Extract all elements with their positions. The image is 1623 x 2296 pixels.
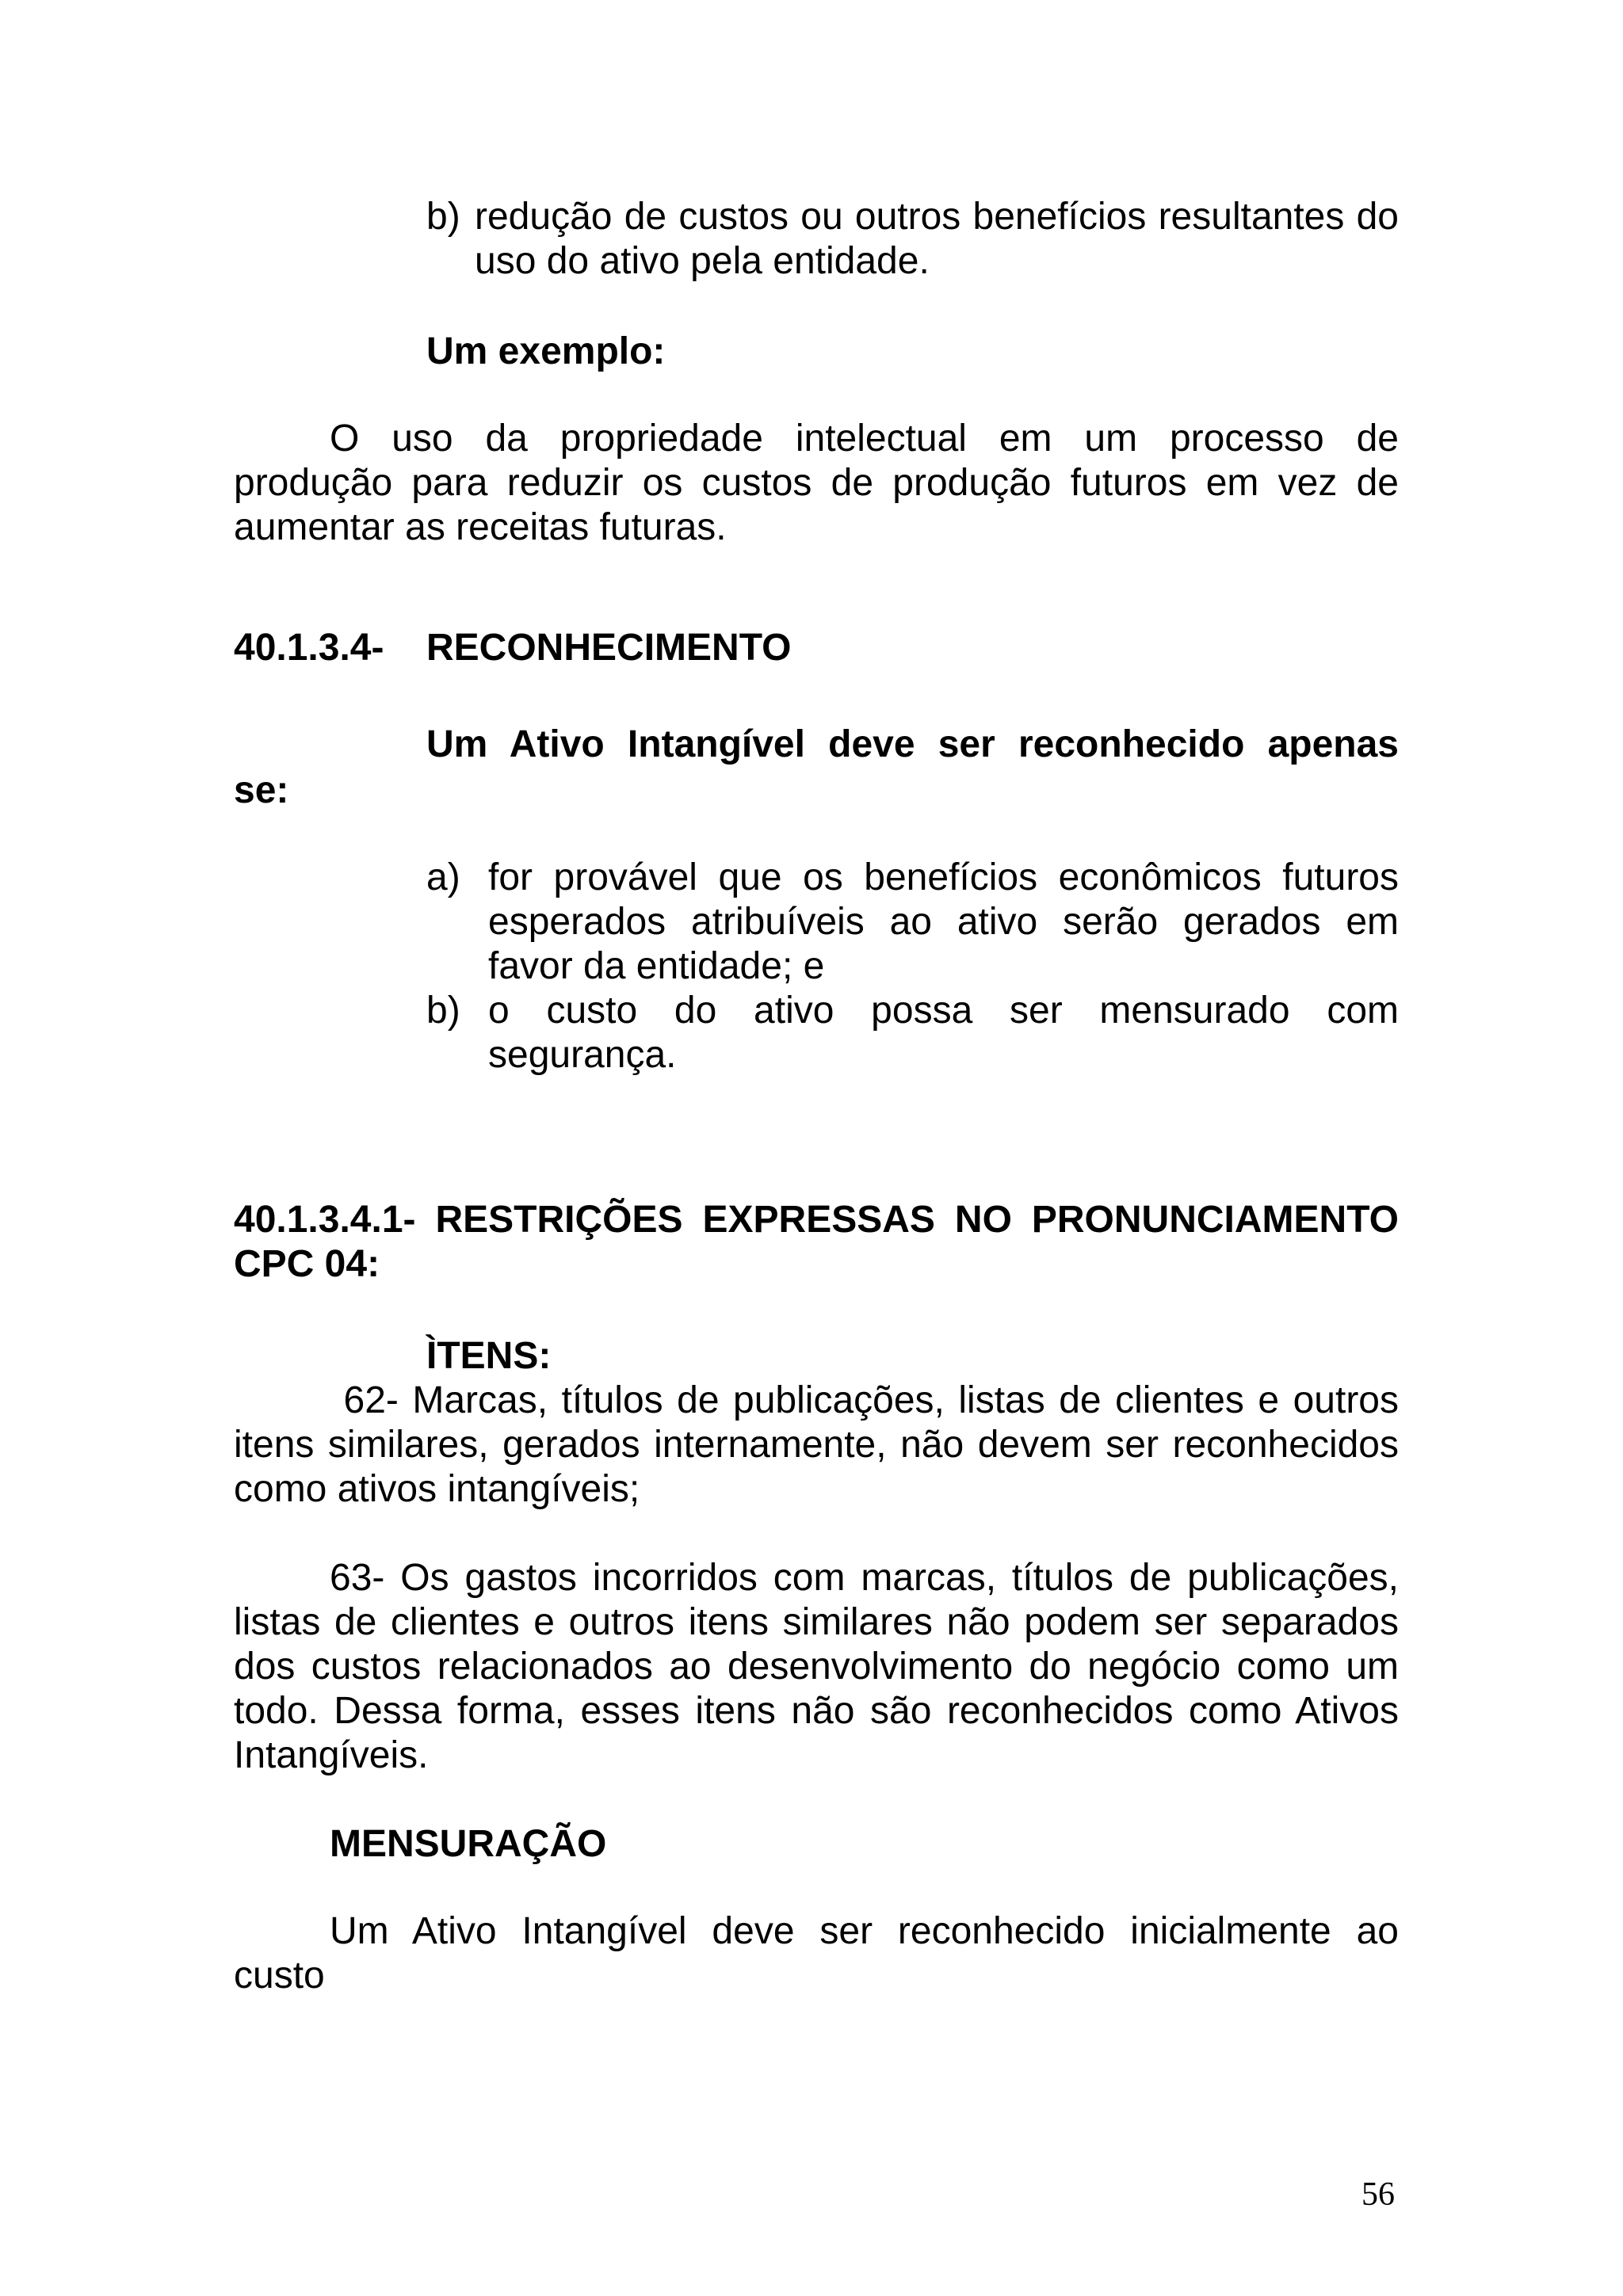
item-62-line: 62- Marcas, títulos de publicações, listas de clientes e outros bbox=[330, 1379, 1399, 1421]
example-paragraph-line: produção para reduzir os custos de produção futuros em vez de bbox=[234, 462, 1399, 504]
mensuracao-paragraph-line: Um Ativo Intangível deve ser reconhecido inicialmente ao bbox=[330, 1910, 1399, 1952]
item-62-line: como ativos intangíveis; bbox=[234, 1468, 640, 1510]
mensuracao-paragraph-line: custo bbox=[234, 1955, 325, 1997]
subsection-title-line: 40.1.3.4.1- RESTRIÇÕES EXPRESSAS NO PRONUNCIAMENTO bbox=[234, 1199, 1399, 1241]
list-marker-b: b) bbox=[426, 990, 460, 1032]
section-number: 40.1.3.4- bbox=[234, 627, 384, 669]
example-heading: Um exemplo: bbox=[426, 330, 666, 372]
list-item-b-line: o custo do ativo possa ser mensurado com bbox=[488, 990, 1399, 1032]
mensuracao-heading: MENSURAÇÃO bbox=[330, 1823, 607, 1865]
section-title: RECONHECIMENTO bbox=[426, 627, 792, 669]
list-item-a-line: esperados atribuíveis ao ativo serão gerados em bbox=[488, 901, 1399, 943]
item-63-line: todo. Dessa forma, esses itens não são reconhecidos como Ativos bbox=[234, 1690, 1399, 1732]
section-intro-line: se: bbox=[234, 769, 289, 811]
list-marker-b: b) bbox=[426, 196, 460, 238]
item-63-line: dos custos relacionados ao desenvolvimento do negócio como um bbox=[234, 1646, 1399, 1688]
page-number: 56 bbox=[1361, 2176, 1395, 2213]
list-item-a-line: favor da entidade; e bbox=[488, 945, 825, 987]
list-item-a-line: for provável que os benefícios econômicos futuros bbox=[488, 856, 1399, 898]
section-intro-line: Um Ativo Intangível deve ser reconhecido apenas bbox=[426, 723, 1399, 765]
list-item-b-line: redução de custos ou outros benefícios resultantes do bbox=[475, 196, 1399, 238]
items-heading: ÌTENS: bbox=[426, 1335, 552, 1377]
item-63-line: listas de clientes e outros itens similares não podem ser separados bbox=[234, 1601, 1399, 1643]
subsection-title-line: CPC 04: bbox=[234, 1243, 380, 1285]
list-item-b-line: uso do ativo pela entidade. bbox=[475, 240, 930, 282]
example-paragraph-line: aumentar as receitas futuras. bbox=[234, 506, 727, 548]
item-62-line: itens similares, gerados internamente, não devem ser reconhecidos bbox=[234, 1424, 1399, 1466]
list-item-b-line: segurança. bbox=[488, 1034, 677, 1076]
item-63-line: 63- Os gastos incorridos com marcas, títulos de publicações, bbox=[330, 1557, 1399, 1599]
item-63-line: Intangíveis. bbox=[234, 1734, 429, 1776]
example-paragraph-line: O uso da propriedade intelectual em um processo de bbox=[330, 418, 1399, 460]
list-marker-a: a) bbox=[426, 856, 460, 898]
